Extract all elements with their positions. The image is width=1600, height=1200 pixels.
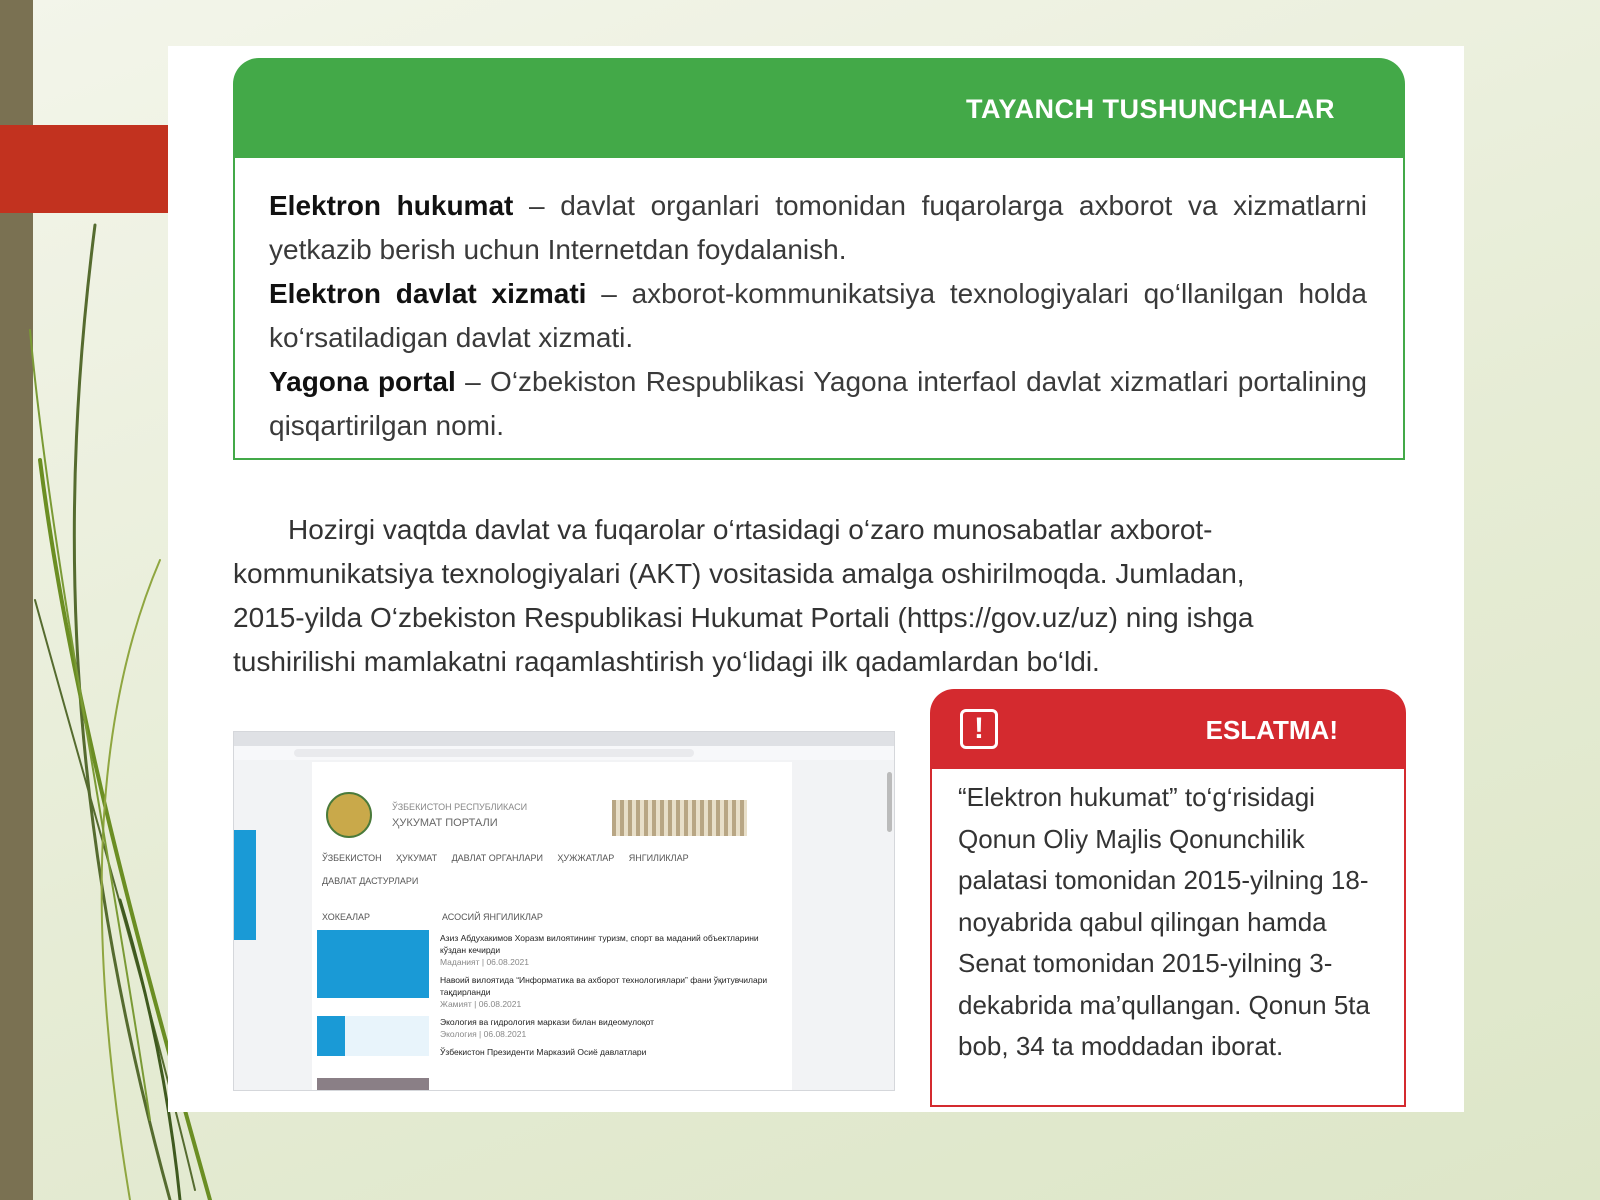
concept-item (269, 184, 1367, 272)
building-image (612, 800, 747, 836)
key-concepts-body (233, 158, 1405, 460)
textbook-page (168, 46, 1464, 1112)
news-headline[interactable]: Навоий вилоятида “Информатика ва ахборот технологиялари” фани ўқитувчилари тақдирланди (440, 975, 768, 997)
concept-definition: O‘zbekiston Respublikasi Yagona interfaol davlat xizmatlari portalining qisqartirilgan nomi. (269, 366, 1367, 441)
browser-tab-bar (234, 732, 894, 746)
news-headline[interactable]: Экология ва гидрология маркази билан видеомулоқот (440, 1017, 655, 1027)
portal-menu-item[interactable]: ҲУКУМАТ (396, 853, 438, 863)
portal-title-line2: ҲУКУМАТ ПОРТАЛИ (392, 817, 498, 829)
note-box (930, 689, 1406, 1109)
scrollbar[interactable] (887, 772, 892, 832)
concept-dash: – (586, 278, 632, 309)
concept-dash: – (513, 190, 561, 221)
concept-definition: davlat organlari tomonidan fuqarolarga axborot va xizmatlarni yetkazib berish uchun Internetdan foydalanish. (269, 190, 1367, 265)
portal-menu-item[interactable]: ҲУЖЖАТЛАР (557, 853, 615, 863)
concept-definition: axborot-kommunikatsiya texnologiyalari qo‘llanilgan holda ko‘rsatiladigan davlat xizmati. (269, 278, 1367, 353)
portal-menu-item[interactable]: ЎЗБЕКИСТОН (322, 853, 382, 863)
key-concepts-box (233, 58, 1405, 460)
portal-page (312, 762, 792, 1090)
key-concepts-title: TAYANCH TUSHUNCHALAR (965, 94, 1335, 124)
concept-term: Yagona portal (269, 366, 456, 397)
concept-dash: – (455, 366, 491, 397)
browser-address-bar (234, 746, 894, 760)
note-body (930, 769, 1406, 1107)
portal-sidebar-banner[interactable] (317, 1016, 429, 1056)
portal-side-toolbar (234, 830, 256, 940)
body-paragraph (233, 508, 1293, 684)
portal-menu-item[interactable]: ДАВЛАТ ОРГАНЛАРИ (451, 853, 543, 863)
concept-term: Elektron hukumat (269, 190, 514, 221)
portal-sidebar-banner[interactable] (317, 930, 429, 998)
news-headline[interactable]: Ўзбекистон Президенти Марказий Осиё давлатлари (440, 1047, 647, 1057)
portal-news-title: АСОСИЙ ЯНГИЛИКЛАР (442, 912, 543, 922)
portal-title-line1: ЎЗБЕКИСТОН РЕСПУБЛИКАСИ (392, 802, 528, 812)
portal-sidebar-title: ХОКЕАЛАР (322, 912, 371, 922)
concept-item (269, 272, 1367, 360)
concept-term: Elektron davlat xizmati (269, 278, 587, 309)
news-meta: Экология | 06.08.2021 (440, 1029, 527, 1039)
portal-sidebar-banner[interactable] (317, 1078, 429, 1091)
body-paragraph-text: Hozirgi vaqtda davlat va fuqarolar o‘rtasidagi o‘zaro munosabatlar axborot-kommunikatsiya texnologiyalari (AKT) vositasida amalga oshirilmoqda. Jumladan, 2015-yilda O‘zbekiston Respublikasi Hukumat Portali (https://gov.uz/uz) ning ishga tushirilishi mamlakatni raqamlashtirish yo‘lidagi ilk qadamlardan bo‘ldi. (233, 514, 1254, 677)
news-meta: Жамият | 06.08.2021 (440, 999, 522, 1009)
emblem-icon (326, 792, 372, 838)
portal-news-list (440, 932, 785, 1058)
note-header (930, 689, 1406, 769)
exclamation-icon: ! (960, 709, 998, 749)
news-meta: Маданият | 06.08.2021 (440, 957, 530, 967)
news-headline[interactable]: Азиз Абдухакимов Хоразм вилоятининг туризм, спорт ва маданий объектларини кўздан кечирди (440, 933, 759, 955)
portal-screenshot (233, 731, 895, 1091)
note-title: ESLATMA! (1205, 715, 1338, 745)
key-concepts-header (233, 58, 1405, 158)
portal-menu-item[interactable]: ЯНГИЛИКЛАР (628, 853, 689, 863)
portal-menu-item[interactable]: ДАВЛАТ ДАСТУРЛАРИ (322, 876, 419, 886)
portal-menu (322, 848, 762, 866)
concept-item (269, 360, 1367, 448)
note-text: “Elektron hukumat” to‘g‘risidagi Qonun Oliy Majlis Qonunchilik palatasi tomonidan 2015-yilning 18-noyabrida qabul qilingan hamda Senat tomonidan 2015-yilning 3-dekabrida ma’qullangan. Qonun 5ta bob, 34 ta moddadan iborat. (958, 782, 1370, 1061)
